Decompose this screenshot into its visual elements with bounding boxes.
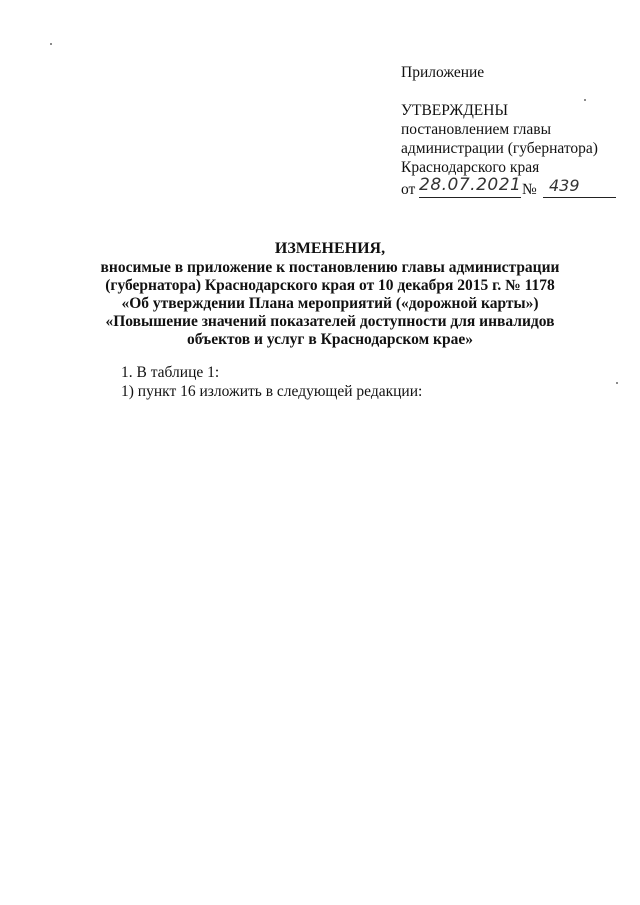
scan-speck <box>50 43 52 45</box>
approval-line: Краснодарского края <box>401 159 540 176</box>
date-number-row <box>401 175 626 200</box>
approval-line: администрации (губернатора) <box>401 140 598 157</box>
from-label: от <box>401 181 416 198</box>
heading-line: вносимые в приложение к постановлению главы администрации <box>100 259 560 276</box>
approval-line: постановлением главы <box>401 121 551 138</box>
document-body <box>121 363 601 401</box>
document-heading <box>60 240 600 349</box>
appendix-label: Приложение <box>401 64 485 81</box>
heading-line: (губернатора) Краснодарского края от 10 декабря 2015 г. № 1178 <box>105 277 555 294</box>
list-item: 1. В таблице 1: <box>121 364 220 381</box>
list-subitem: 1) пункт 16 изложить в следующей редакции: <box>121 383 423 400</box>
heading-line: объектов и услуг в Краснодарском крае» <box>187 331 473 348</box>
handwritten-date: 28.07.2021 <box>419 175 522 195</box>
heading-line: «Об утверждении Плана мероприятий («дорожной карты») <box>121 295 539 312</box>
approval-block <box>401 63 626 200</box>
scan-speck <box>616 382 618 384</box>
heading-line: «Повышение значений показателей доступности для инвалидов <box>105 313 555 330</box>
number-label: № <box>522 181 537 198</box>
handwritten-number: 439 <box>549 176 580 195</box>
heading-title: ИЗМЕНЕНИЯ, <box>274 240 386 257</box>
number-underline <box>543 197 616 198</box>
date-underline <box>419 197 521 198</box>
approved-label: УТВЕРЖДЕНЫ <box>401 102 508 119</box>
